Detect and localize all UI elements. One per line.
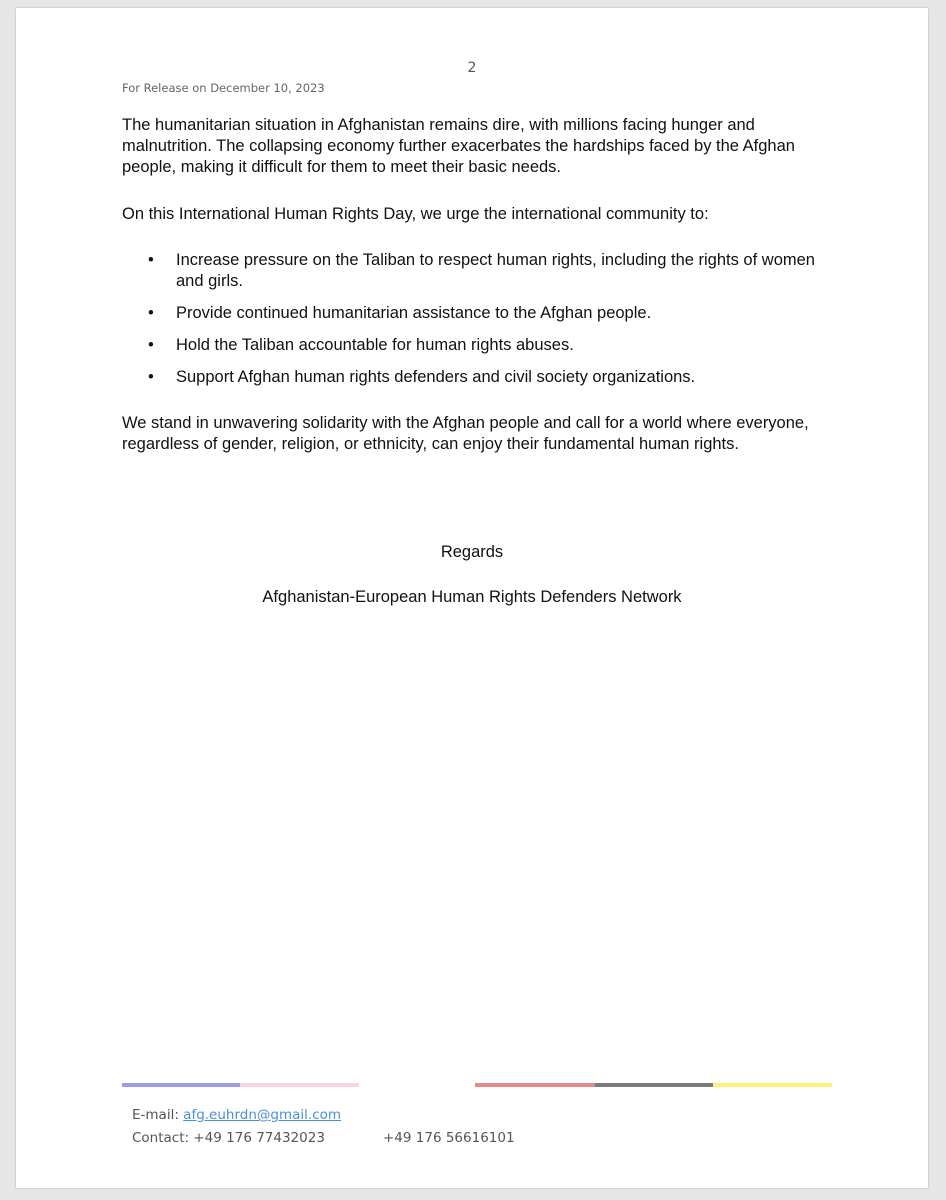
footer-second-phone: +49 176 56616101: [383, 1130, 515, 1146]
bullet-icon: •: [148, 368, 154, 386]
paragraph-humanitarian-situation: The humanitarian situation in Afghanistan remains dire, with millions facing hunger and malnutrition. The collapsing economy further exacerbates the hardships faced by the Afghan people, making it difficult for them to meet their basic needs.: [122, 116, 795, 176]
closing-regards: Regards: [440, 543, 504, 561]
list-item-text: Support Afghan human rights defenders and civil society organizations.: [176, 368, 696, 386]
list-item-text: Hold the Taliban accountable for human rights abuses.: [176, 336, 574, 354]
demands-list: [122, 250, 832, 399]
email-label: E-mail:: [132, 1107, 184, 1123]
list-item: [122, 303, 832, 324]
footer-bar-gray: [595, 1083, 713, 1087]
document-page: [16, 8, 928, 1188]
footer-bar-pink: [240, 1083, 359, 1087]
paragraph-urge-intro: On this International Human Rights Day, we urge the international community to:: [122, 205, 709, 223]
footer-email-line: [132, 1107, 341, 1123]
footer-bar-blue: [122, 1083, 240, 1087]
paragraph-solidarity: We stand in unwavering solidarity with the Afghan people and call for a world where everyone, regardless of gender, religion, or ethnicity, can enjoy their fundamental human rights.: [122, 414, 809, 453]
bullet-icon: •: [148, 336, 154, 354]
email-link[interactable]: afg.euhrdn@gmail.com: [183, 1107, 342, 1123]
page-number: 2: [467, 60, 477, 76]
footer-contact-phone: Contact: +49 176 77432023: [132, 1130, 325, 1146]
bullet-icon: •: [148, 304, 154, 322]
bullet-icon: •: [148, 251, 154, 269]
list-item-text: Increase pressure on the Taliban to respect human rights, including the rights of women and girls.: [176, 251, 815, 290]
list-item-text: Provide continued humanitarian assistance to the Afghan people.: [176, 304, 652, 322]
list-item: [122, 335, 832, 356]
list-item: [122, 250, 832, 292]
organization-signature: Afghanistan-European Human Rights Defenders Network: [262, 588, 682, 606]
list-item: [122, 367, 832, 388]
footer-bar-yellow: [713, 1083, 832, 1087]
release-date-line: For Release on December 10, 2023: [122, 81, 325, 95]
footer-bar-red: [475, 1083, 595, 1087]
